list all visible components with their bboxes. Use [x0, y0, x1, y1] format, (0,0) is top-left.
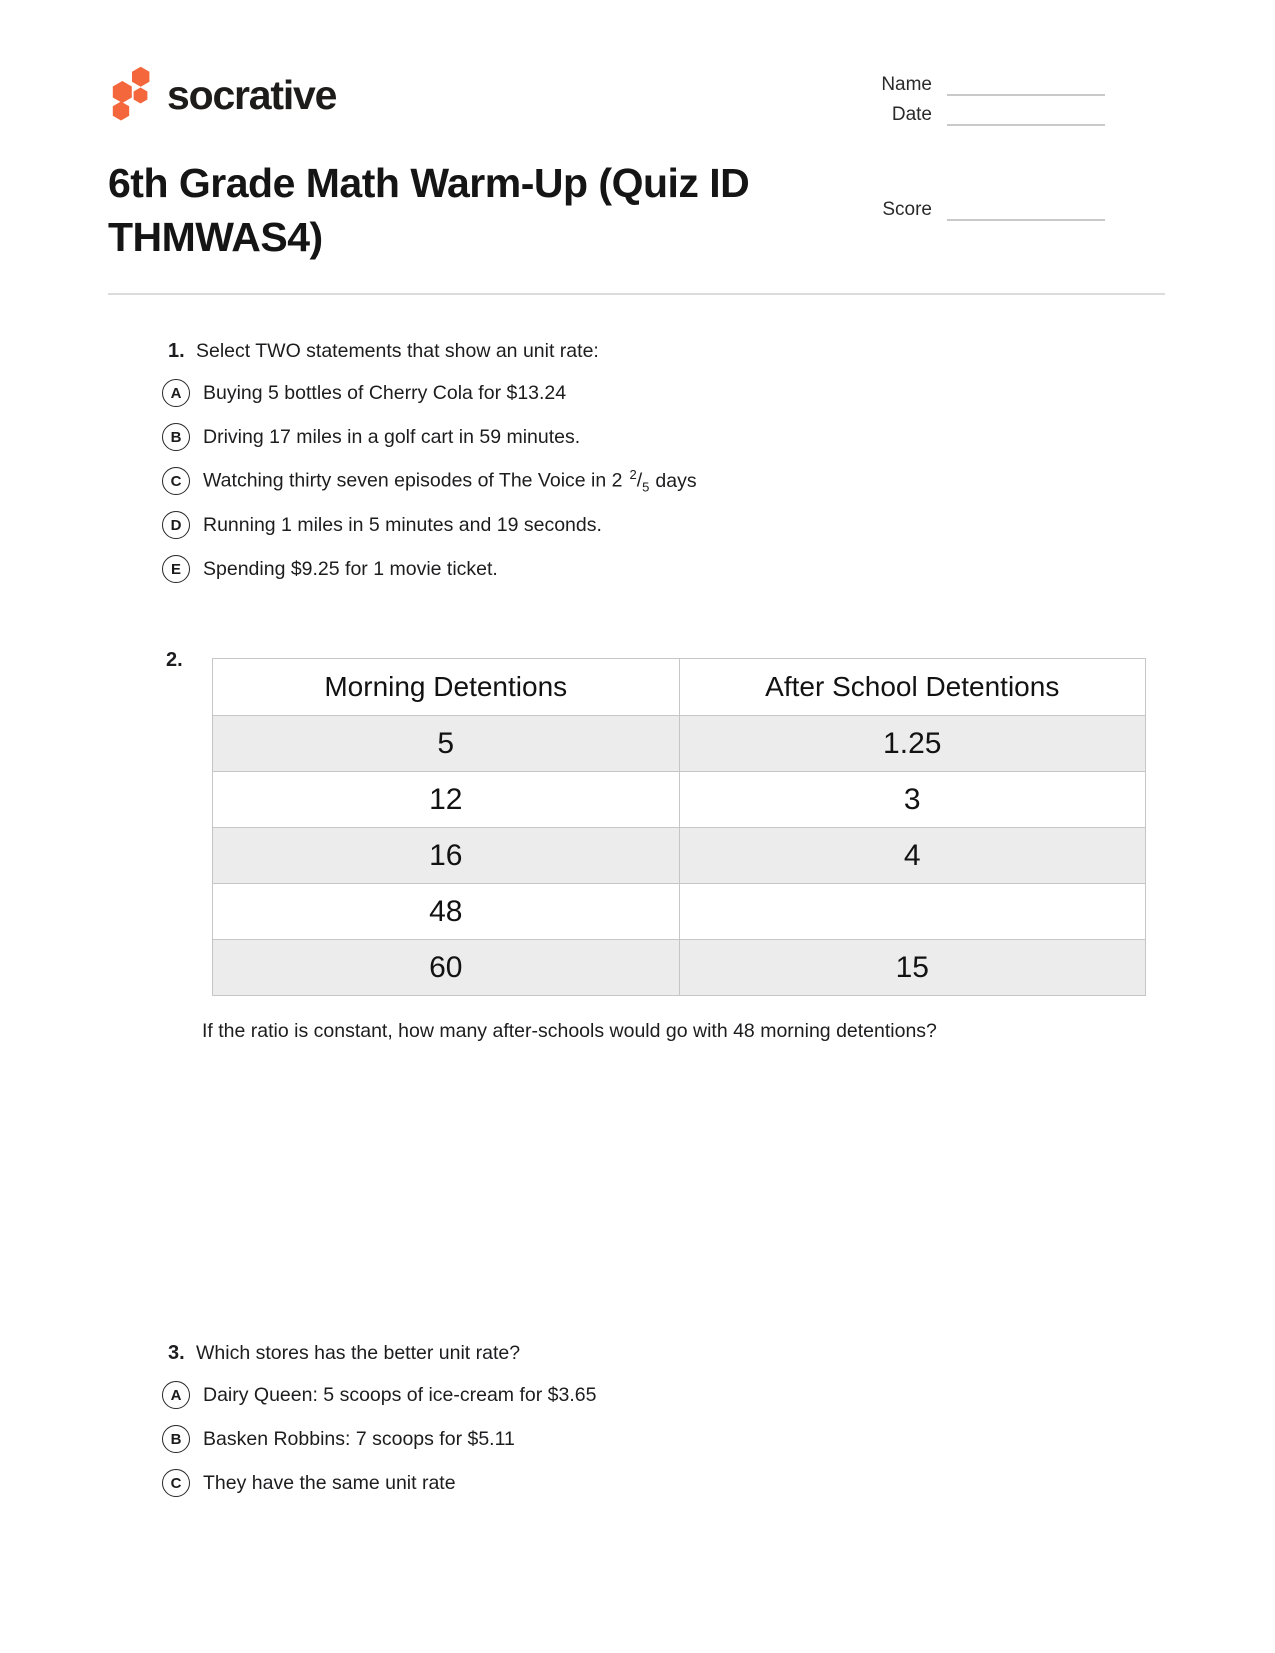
table-cell	[679, 884, 1146, 940]
name-row	[850, 72, 1105, 96]
fraction-slash: /	[636, 469, 643, 492]
choice-text: Running 1 miles in 5 minutes and 19 seconds.	[203, 513, 602, 536]
date-field-line	[947, 105, 1105, 126]
quiz-title: 6th Grade Math Warm-Up (Quiz ID THMWAS4)	[108, 160, 750, 261]
question-text: Which stores has the better unit rate?	[196, 1342, 521, 1364]
table-cell: 15	[679, 940, 1146, 996]
choice-text: Dairy Queen: 5 scoops of ice-cream for $3.65	[203, 1383, 597, 1406]
choice-d	[160, 511, 697, 539]
choice-c	[160, 467, 697, 495]
table-row	[213, 716, 1146, 772]
column-header: After School Detentions	[679, 659, 1146, 716]
choice-letter-bubble: A	[162, 379, 190, 407]
detentions-table	[212, 658, 1146, 996]
table-cell: 48	[213, 884, 680, 940]
choice-letter-bubble: A	[162, 1381, 190, 1409]
question-text: Select TWO statements that show an unit rate:	[196, 340, 599, 362]
choice-letter-bubble: C	[162, 467, 190, 495]
choice-letter-bubble: C	[162, 1469, 190, 1497]
date-label: Date	[891, 104, 932, 125]
choice-e	[160, 555, 697, 583]
table-cell: 12	[213, 772, 680, 828]
question-2	[160, 633, 1146, 1043]
table-row	[213, 884, 1146, 940]
choice-text: Spending $9.25 for 1 movie ticket.	[203, 557, 498, 580]
socrative-hexagons-icon	[100, 62, 154, 124]
question-number: 3.	[168, 1342, 185, 1364]
table-cell: 5	[213, 716, 680, 772]
choice-text-post: days	[655, 469, 697, 492]
choice-letter-bubble: D	[162, 511, 190, 539]
choice-text: They have the same unit rate	[203, 1471, 456, 1494]
brand-wordmark: socrative	[167, 71, 337, 118]
choice-text: Buying 5 bottles of Cherry Cola for $13.24	[203, 381, 567, 404]
choice-text-pre: Watching thirty seven episodes of The Voice in 2	[203, 469, 623, 492]
choice-letter-bubble: E	[162, 555, 190, 583]
table-cell: 3	[679, 772, 1146, 828]
fraction-denominator: 5	[642, 479, 650, 495]
choice-text	[203, 467, 697, 494]
table-cell: 4	[679, 828, 1146, 884]
question-3-head	[160, 1342, 596, 1365]
choice-c	[160, 1469, 596, 1497]
table-row	[213, 828, 1146, 884]
question-number: 2.	[166, 649, 183, 671]
fraction-numerator: 2	[629, 467, 637, 483]
choice-a	[160, 379, 697, 407]
choice-text: Driving 17 miles in a golf cart in 59 minutes.	[203, 425, 581, 448]
choice-a	[160, 1381, 596, 1409]
table-header-row	[213, 659, 1146, 716]
name-label: Name	[881, 74, 932, 95]
header-divider	[108, 293, 1165, 295]
question-1	[160, 340, 697, 599]
choice-letter-bubble: B	[162, 423, 190, 451]
choice-b	[160, 423, 697, 451]
date-row	[850, 102, 1105, 126]
table-cell: 60	[213, 940, 680, 996]
question-2-row	[160, 633, 1146, 996]
choice-text: Basken Robbins: 7 scoops for $5.11	[203, 1427, 515, 1450]
question-3	[160, 1342, 596, 1513]
question-number: 1.	[168, 340, 185, 362]
table-row	[213, 772, 1146, 828]
table-row	[213, 940, 1146, 996]
student-info-block	[850, 72, 1105, 132]
name-field-line	[947, 75, 1105, 96]
table-cell: 16	[213, 828, 680, 884]
column-header: Morning Detentions	[213, 659, 680, 716]
socrative-logo	[100, 62, 336, 124]
table-cell: 1.25	[679, 716, 1146, 772]
choice-b	[160, 1425, 596, 1453]
score-block	[850, 197, 1105, 227]
score-row	[850, 197, 1105, 221]
score-field-line	[947, 200, 1105, 221]
question-text: If the ratio is constant, how many after-schools would go with 48 morning detentions?	[202, 1020, 937, 1042]
score-label: Score	[882, 199, 932, 220]
choice-letter-bubble: B	[162, 1425, 190, 1453]
question-1-head	[160, 340, 697, 363]
